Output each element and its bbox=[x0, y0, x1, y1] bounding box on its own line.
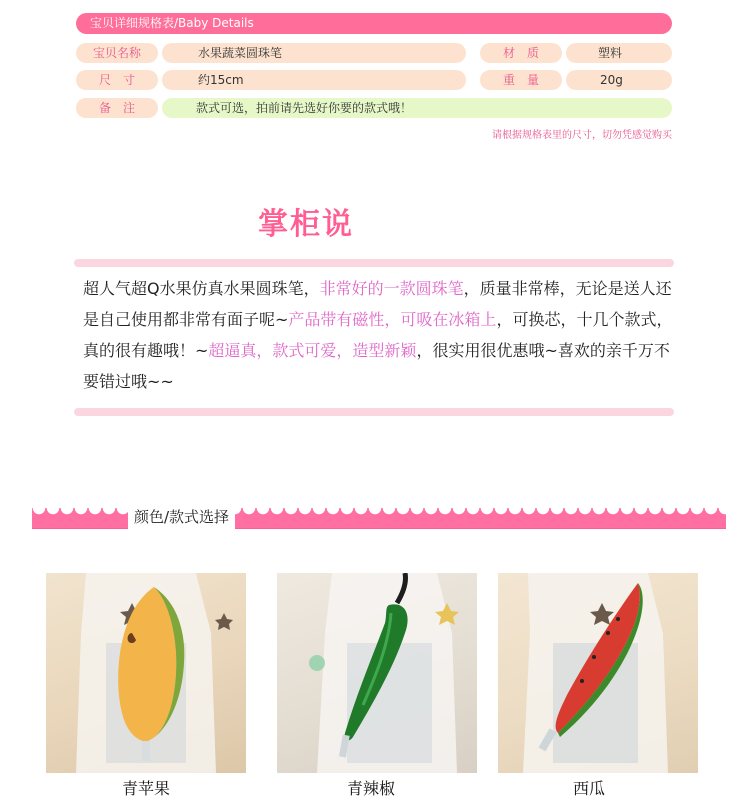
spec-table-header: 宝贝详细规格表/Baby Details bbox=[76, 13, 672, 34]
shopkeeper-title: 掌柜说 bbox=[258, 207, 354, 242]
spec-value-remark: 款式可选，拍前请先选好你要的款式哦！ bbox=[162, 98, 672, 118]
desc-part-1: 超人气超Q水果仿真水果圆珠笔， bbox=[83, 279, 320, 298]
desc-highlight-3: 超逼真，款式可爱，造型新颖 bbox=[208, 341, 417, 360]
green-chili-pen-icon bbox=[277, 573, 477, 773]
style-section-heading: 颜色/款式选择 bbox=[128, 505, 235, 529]
desc-highlight-1: 非常好的一款圆珠笔 bbox=[319, 279, 464, 298]
product-photo-green-chili[interactable] bbox=[277, 573, 477, 773]
spec-label-material: 材 质 bbox=[480, 43, 562, 63]
desc-part-3: ，可换芯，十几个款式，真的很有趣哦！~ bbox=[83, 310, 673, 360]
caption-green-chili: 青辣椒 bbox=[346, 779, 395, 798]
spec-label-weight: 重 量 bbox=[480, 70, 562, 90]
divider-top bbox=[74, 259, 674, 267]
shopkeeper-description bbox=[83, 273, 673, 397]
caption-green-apple: 青苹果 bbox=[121, 779, 170, 798]
divider-bottom bbox=[74, 408, 674, 416]
spec-value-material: 塑料 bbox=[566, 43, 672, 63]
spec-label-remark: 备 注 bbox=[76, 98, 158, 118]
desc-part-2: ，质量非常棒，无论是送人还是自己使用都非常有面子呢~ bbox=[83, 279, 672, 329]
product-photo-green-apple[interactable] bbox=[46, 573, 246, 773]
desc-highlight-2: 产品带有磁性，可吸在冰箱上 bbox=[288, 310, 497, 329]
spec-value-name: 水果蔬菜圆珠笔 bbox=[162, 43, 466, 63]
spec-value-weight: 20g bbox=[566, 70, 672, 90]
spec-label-name: 宝贝名称 bbox=[76, 43, 158, 63]
watermelon-pen-icon bbox=[498, 573, 698, 773]
desc-part-4: ，很实用很优惠哦~喜欢的亲千万不要错过哦~~ bbox=[83, 341, 670, 391]
spec-value-size: 约15cm bbox=[162, 70, 466, 90]
spec-label-size: 尺 寸 bbox=[76, 70, 158, 90]
product-photo-watermelon[interactable] bbox=[498, 573, 698, 773]
spec-note: 请根据规格表里的尺寸，切勿凭感觉购买 bbox=[492, 130, 672, 141]
caption-watermelon: 西瓜 bbox=[572, 779, 605, 798]
green-apple-pen-icon bbox=[46, 573, 246, 773]
